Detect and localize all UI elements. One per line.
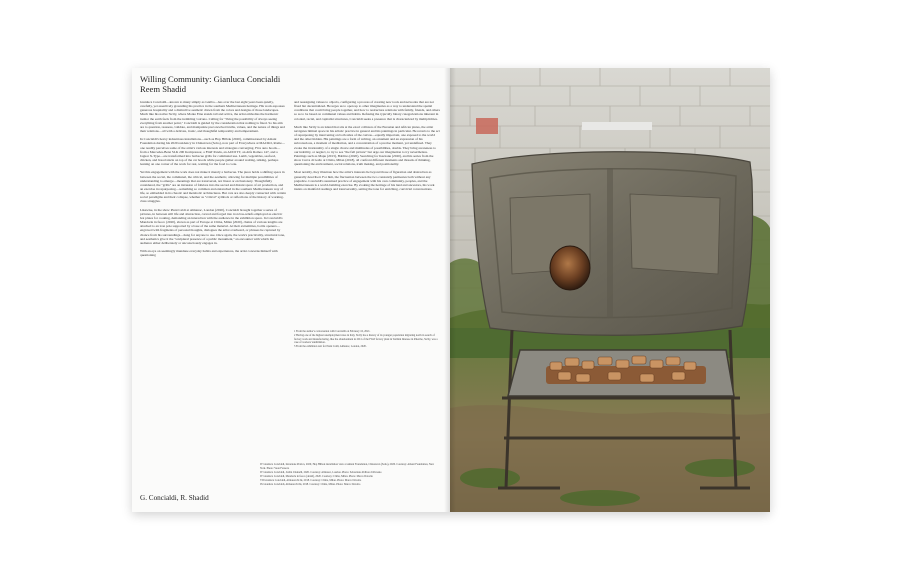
red-brick <box>476 118 498 134</box>
text-column-2 <box>294 100 440 195</box>
paragraph: Likewise, in the show Piani Caldi at Almanac, London (2020), Concialdi brought together a series of pictures, in between still life and abstraction, carved and forged into iron bas-reliefs employed as electric hot plates for cooking, demanding an interaction with the audience in the exhibition space. In Concialdi's Mandorle in fuoco (2020), shown as part of Europe at Clima, Milan (2020), chains of various lengths are attached to an iron pole supported by a base of the same material. At their extremities, bottle openers—engraved with fragments of personal thoughts, dialogues the artist overheard, or phrases he captured by chance from his surroundings—hang for anyone to use. Once again, the work's practicality, structural tone, and aesthetics give it the "sculptural presence of a public monument," an encounter with which the audience either deliberately or unconsciously engages in. <box>140 207 286 245</box>
page-footer: G. Concialdi, R. Shadid <box>140 494 209 502</box>
paragraph: Yet this engagement with the work does not make it merely a barbecue. The piece holds a shifting space in between the social, the communal, the critical, and the aesthetic, allowing for multiple possibilities of understanding to emerge—meanings that are transversal, not linear or exclusionary. Thoughtfully considered, the "grills" are an intrusion of folklore into the sacred and distant space of art production, and an exercise in repurposing—something so common and entrenched in the southern Mediterranean way of life, so embedded in its chaotic and metabolic architectures. But cars are also deeply connected with certain social paradigms and their collapse, whether as "critical" symbols or reflections of the history of working-class struggles. <box>140 170 286 204</box>
paragraph: Much like Sicily is an island that sits at the exact collision of the Eurasian and African plates, the artist navigates liminal space in his artistic practice in general and his paintings in particular. He reverts to the act of repurposing by intervening on both sides of the canvas—equally important, one exposed to the world and the other hidden. His paintings are a form of writing, an ornament and an expression of his subconscious, a moment of meditation, and a concentration of a precise moment, yet undefined. They evoke the irrationality of a single choice and multitudes of possibilities, doubts. They bring awareness to our inability, or neglect, to try to see "the full picture" but urge our imagination to try nevertheless. Paintings such as Mapu (2013), Bablino (2020), Searching for Kazzanu (2020), and his series from the show Curva di Gallo at Clima, Milan (2018), all confront different moments and threads of thinking, questioning the environment, social relations, truth making, and positionality. <box>294 124 440 167</box>
caption: IV Gianluca Concialdi, Istruzione Pratica, 2020, Hop Hilbok installation view at Amant Foundation, Chinatown (Soho), 2020. Courtesy: Amant Foundation, New York. Photo: Veon Fonseca <box>260 463 435 470</box>
paragraph: Most notably, they illustrate how the artist's interests lie beyond those of figuration and abstraction as generally described. For him, the fluctuation between the two constantly permeates both without any prejudice. Concialdi's sustained practice of engagement with his own community, peoples, and the Mediterranean is a world-building exercise. By evoking the heritage of his land and ancestors, his work insists on manifold readings and transversality, setting the tone for enriching, convivial conversations. <box>294 170 435 191</box>
artwork-photo <box>450 68 770 512</box>
footnote: 2 Having one of the highest unemployment rates in Italy, Sicily has a history of its younger population migrating north in search of factory work and manufacturing, like the abandonment in 2011 of the FIAT factory plant in Termini Imerese in Palermo, Sicily, was a case of workers' annihilation. <box>294 334 438 345</box>
article-title: Willing Community: Gianluca Concialdi <box>140 74 281 84</box>
footnote: 3 From the exhibition text for Piani Caldi, Almanac, London, 2020. <box>294 345 367 349</box>
caption: IV Gianluca Concialdi, Mandorle in fuoco (detail), 2020. Courtesy: Clima, Milan. Photo: Marco Davolio <box>260 474 373 478</box>
footnotes <box>294 330 440 349</box>
image-captions <box>260 463 440 487</box>
right-page-photo <box>450 68 770 512</box>
caption: IV Gianluca Concialdi, Jardin Cikinelli, 2020. Courtesy: Almanac, London. Photo: Sebastiano Pellion di Persano <box>260 470 382 474</box>
paragraph: and reassigning values to objects, configuring a process of creating new tools and networks that are not fixed but decentralized. He urges us to open up to other imaginaries as a way to understand the spatial conditions that could bring people together, and how to restructure relations with family, friends, and others so as to be based on communal values and habits. Refusing the typically binary categorizations inherent in colonial, racial, and capitalist structures, Concialdi seeks a presence that is characterized by multiplicities. <box>294 100 440 121</box>
paragraph: In Concialdi's heavy industrious installations—such as Hop Hilbok (2020), commissioned by Amant Foundation during his 2020 residency in Chinatown (Soho), now part of Everywhere at MACRO, Rome—one readily perceives some of the artist's various interests and strategies converging. Five auto hoods—from a Mercedes-Benz SLK 200 Kompressor, a FIAT Panda, an AUDI TT, an Alfa Romeo 147, and a Jaguar X-Type—are transformed into barbecue grills for communal use. Lamb, vegetables, seafood, chicken, and bread sizzle on top of the car hoods while people gather around waiting, talking, perhaps leaning on one corner of the work for rest, waiting for the food to cook. <box>140 137 286 167</box>
text-column-1 <box>140 100 286 261</box>
paragraph: Gianluca Concialdi—known to many simply as Gialbo—has over the last eight years been quietly, carefully, yet assertively grounding his practice in the southern Mediterranean heritage. His work espouses generous hospitality and a distinctive aesthetic drawn from the colors and designs of those landscapes. Much like his native Sicily, where Monte Etna stands tall and active, the artist embodies the harmonic tremor the earth feels from the trembling volcano. Calling for "living the possibility of always seeing everything from another point," Concialdi is guided by the consideration that nothing is fixed. So his aim are to question, reassess, validate, and manipulate preconceived truths, values, and the nature of things and their relations—all with a delicate, ironic, and thoughtful temporality and temperament. <box>140 100 285 134</box>
article-author: Reem Shadid <box>140 84 187 94</box>
magazine-spread <box>132 68 770 512</box>
article-title-block <box>140 74 280 94</box>
footnote: 1 From the author's conversation with Concialdi on February 16, 2021. <box>294 330 371 333</box>
caption: VII Gianluca Concialdi, Almanacchi Ik, 2018. Courtesy: Clima, Milan. Photo: Marco Davolio <box>260 478 362 482</box>
cooking-bowl <box>550 246 590 290</box>
page-gutter <box>444 68 456 512</box>
caption: IX Gianluca Concialdi, Almanacchi Ik, 2018. Courtesy: Clima, Milan. Photo: Marco Davolio <box>260 482 361 486</box>
white-pipe <box>582 122 652 130</box>
left-page <box>132 68 450 512</box>
paragraph: With an eye on seemingly mundane everyday habits and experiences, the artist concerns himself with questioning <box>140 249 278 258</box>
